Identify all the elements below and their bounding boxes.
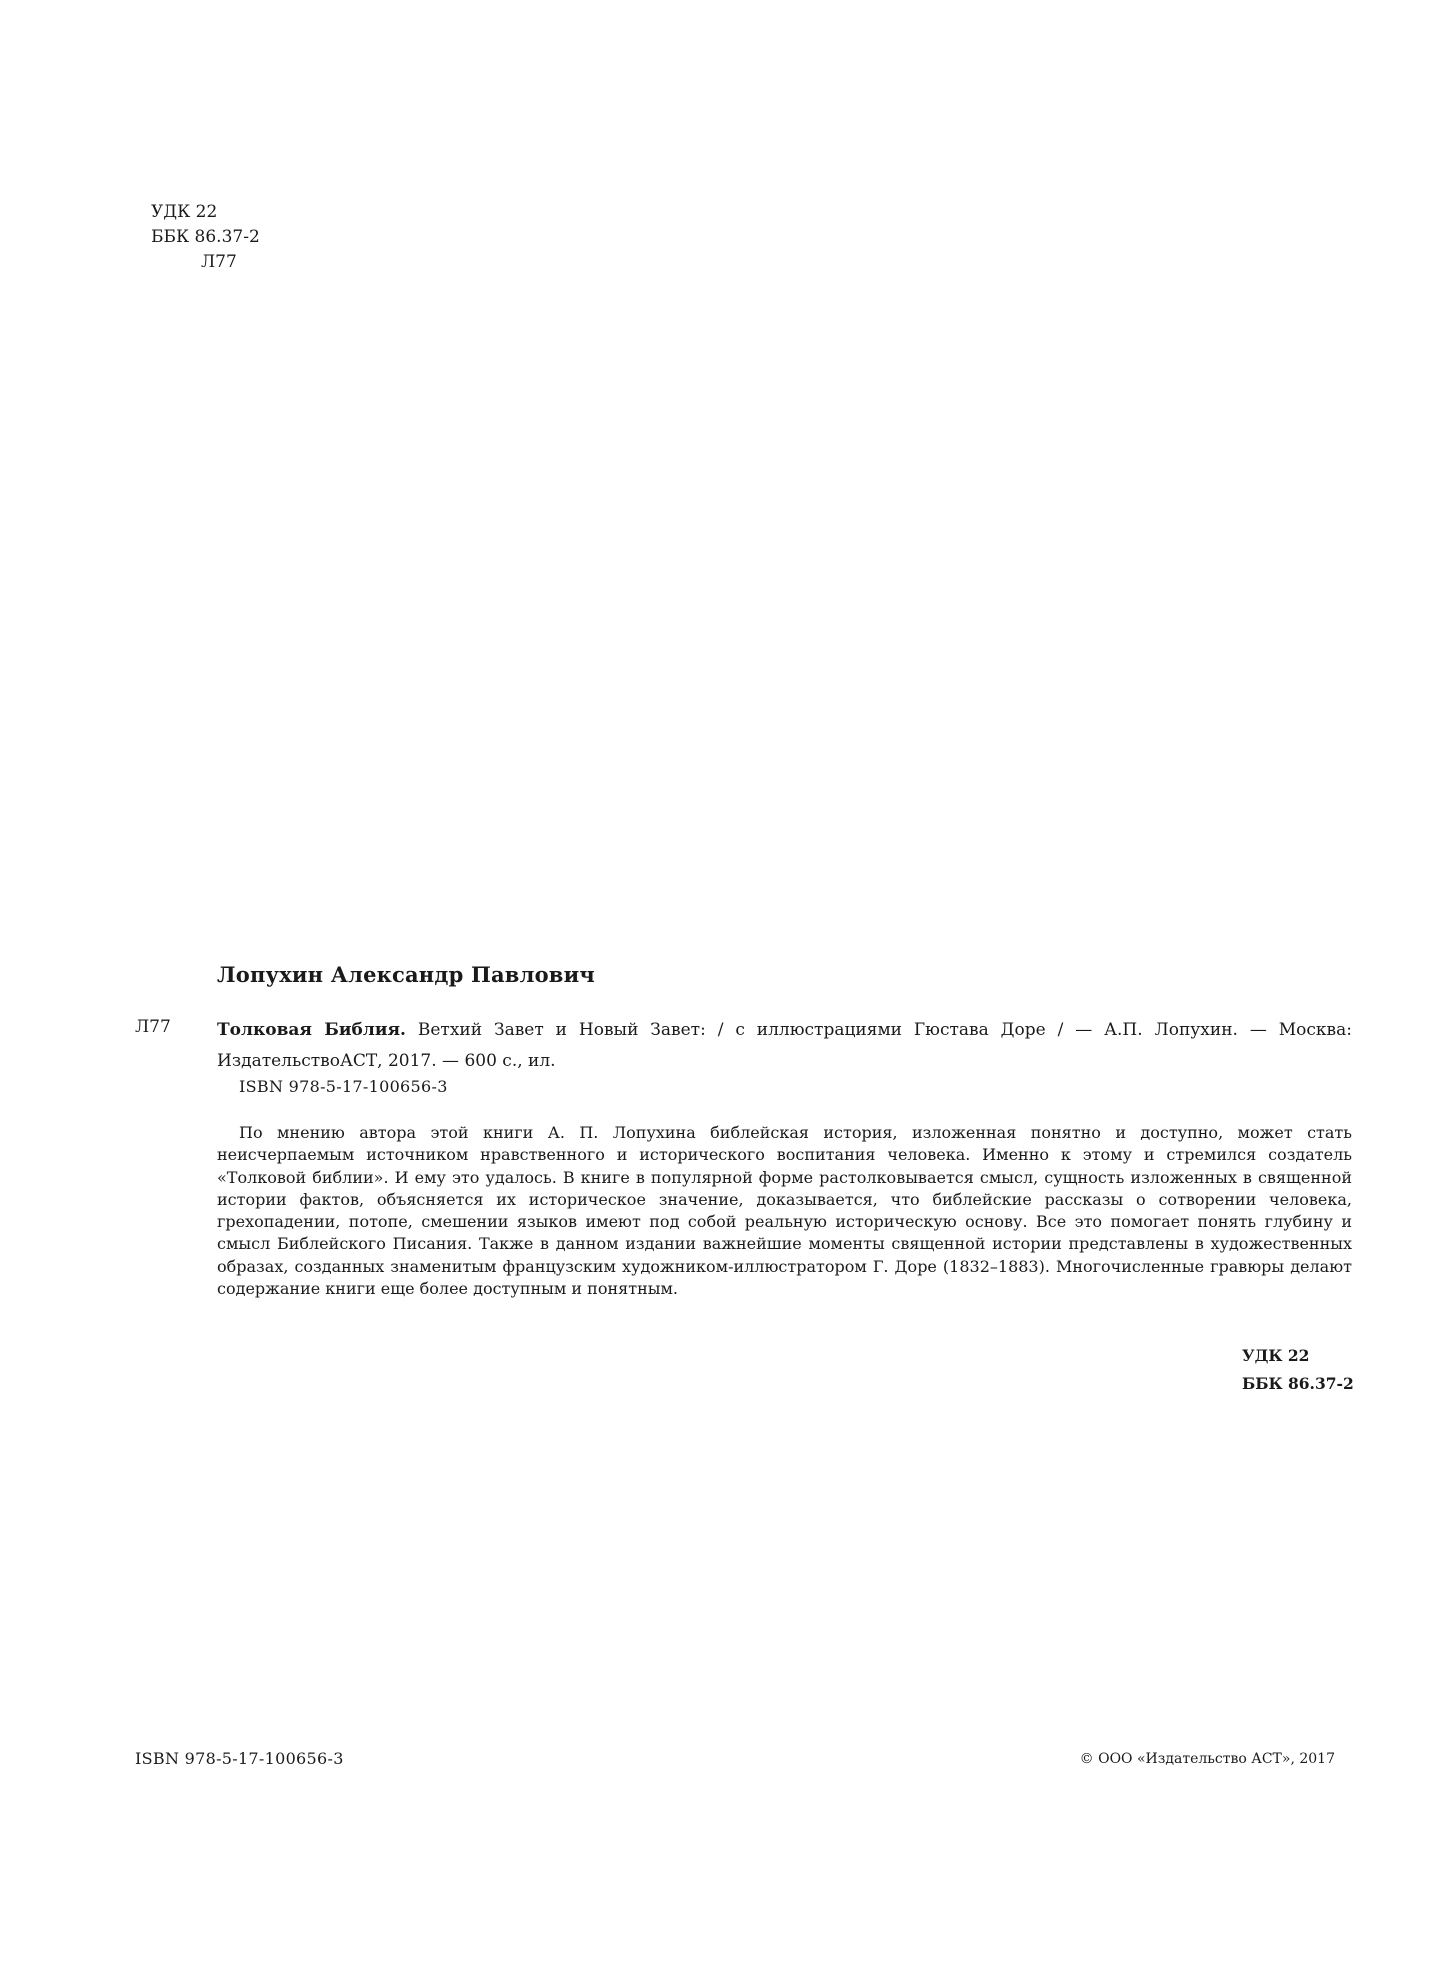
bibliographic-entry [217, 1015, 1352, 1077]
author-heading: Лопухин Александр Павлович [217, 962, 595, 987]
entry-description: Ветхий Завет и Новый Завет: / с иллюстрациями Гюстава Доре / — А.П. Лопухин. — Москва: [405, 1020, 1352, 1040]
udk-code: УДК 22 [151, 202, 218, 222]
footer-isbn: ISBN 978-5-17-100656-3 [135, 1749, 344, 1768]
annotation-text: По мнению автора этой книги А. П. Лопухина библейская история, изложенная понятно и доступно, может стать неисчерпаемым источником нравственного и исторического воспитания человека. Именно к этому и стремился создатель «Толковой библии». И ему это удалось. В книге в популярной форме растолковывается смысл, сущность изложенных в священной истории фактов, объясняется их историческое значение, доказывается, что библейские рассказы о сотворении человека, грехопадении, потопе, смешении языков имеют под собой реальную историческую основу. Все это помогает понять глубину и смысл Библейского Писания. Также в данном издании важнейшие моменты священной истории представлены в художественных образах, созданных знаменитым французским художником-иллюстратором Г. Доре (1832–1883). Многочисленные гравюры делают содержание книги еще более доступным и понятным. [217, 1123, 1352, 1299]
author-mark: Л77 [201, 252, 237, 272]
entry-isbn: ISBN 978-5-17-100656-3 [239, 1077, 448, 1096]
copyright-notice: © ООО «Издательство АСТ», 2017 [1079, 1751, 1335, 1767]
udk-code-bottom: УДК 22 [1242, 1346, 1310, 1365]
book-title: Толковая Библия. [217, 1020, 406, 1040]
bbk-code-bottom: ББК 86.37-2 [1242, 1374, 1354, 1393]
classification-block-bottom [1242, 1342, 1354, 1398]
entry-author-mark: Л77 [135, 1017, 171, 1037]
entry-line-1 [217, 1015, 1352, 1046]
bbk-code: ББК 86.37-2 [151, 227, 260, 247]
entry-line-2: ИздательствоАСТ, 2017. — 600 с., ил. [217, 1051, 556, 1071]
annotation [217, 1122, 1352, 1300]
classification-block-top [151, 200, 260, 275]
